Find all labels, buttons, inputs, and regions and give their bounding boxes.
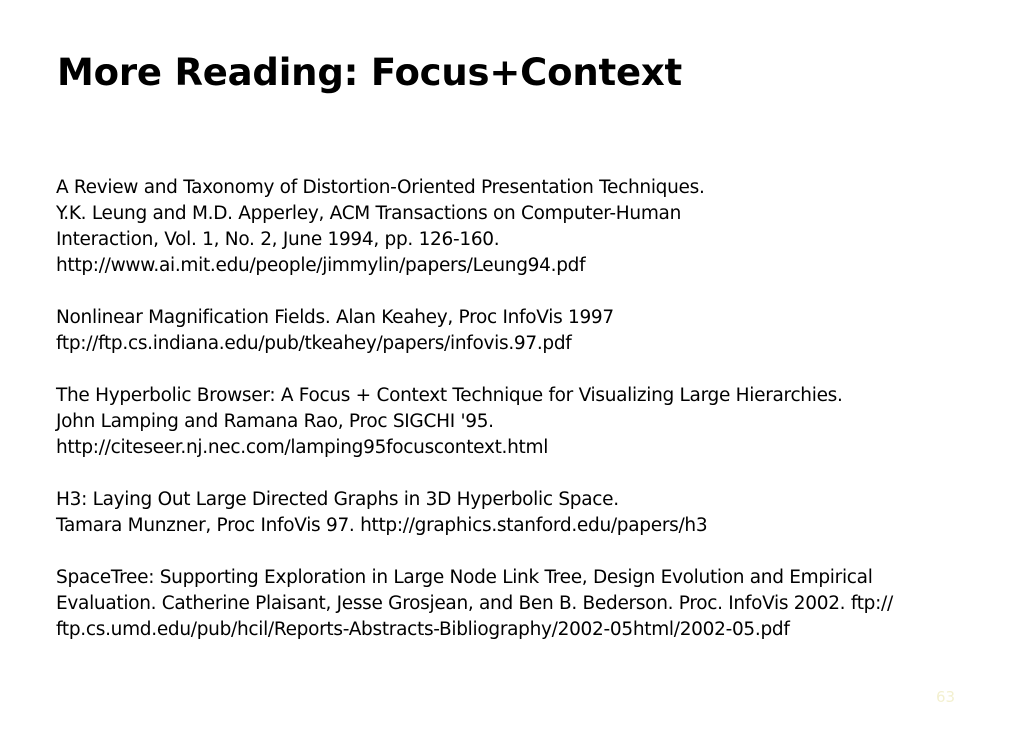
reference-item xyxy=(56,305,1006,357)
reference-title: The Hyperbolic Browser: A Focus + Context Technique for Visualizing Large Hierarchies. xyxy=(56,385,843,406)
reference-title: H3: Laying Out Large Directed Graphs in 3D Hyperbolic Space. xyxy=(56,489,619,510)
reference-url: ftp.cs.umd.edu/pub/hcil/Reports-Abstracts-Bibliography/2002-05html/2002-05.pdf xyxy=(56,619,790,640)
reference-publication: Interaction, Vol. 1, No. 2, June 1994, pp. 126-160. xyxy=(56,229,500,250)
reference-item xyxy=(56,487,1006,539)
reference-title: Nonlinear Magnification Fields. Alan Keahey, Proc InfoVis 1997 xyxy=(56,307,614,328)
reference-url: http://citeseer.nj.nec.com/lamping95focuscontext.html xyxy=(56,437,549,458)
reference-authors: Evaluation. Catherine Plaisant, Jesse Grosjean, and Ben B. Bederson. Proc. InfoVis 2002. ftp:// xyxy=(56,593,893,614)
reference-url: ftp://ftp.cs.indiana.edu/pub/tkeahey/papers/infovis.97.pdf xyxy=(56,333,572,354)
page-number: 63 xyxy=(936,688,956,706)
reference-authors: Tamara Munzner, Proc InfoVis 97. http://graphics.stanford.edu/papers/h3 xyxy=(56,515,708,536)
reference-item xyxy=(56,383,1006,461)
reference-title: A Review and Taxonomy of Distortion-Oriented Presentation Techniques. xyxy=(56,177,705,198)
reference-title: SpaceTree: Supporting Exploration in Large Node Link Tree, Design Evolution and Empirical xyxy=(56,567,873,588)
reference-url: http://www.ai.mit.edu/people/jimmylin/papers/Leung94.pdf xyxy=(56,255,586,276)
reference-item xyxy=(56,565,1006,643)
reference-item xyxy=(56,175,1006,279)
reference-list xyxy=(56,175,1006,669)
reference-authors: Y.K. Leung and M.D. Apperley, ACM Transactions on Computer-Human xyxy=(56,203,682,224)
slide-title: More Reading: Focus+Context xyxy=(57,51,683,94)
reference-authors: John Lamping and Ramana Rao, Proc SIGCHI '95. xyxy=(56,411,494,432)
